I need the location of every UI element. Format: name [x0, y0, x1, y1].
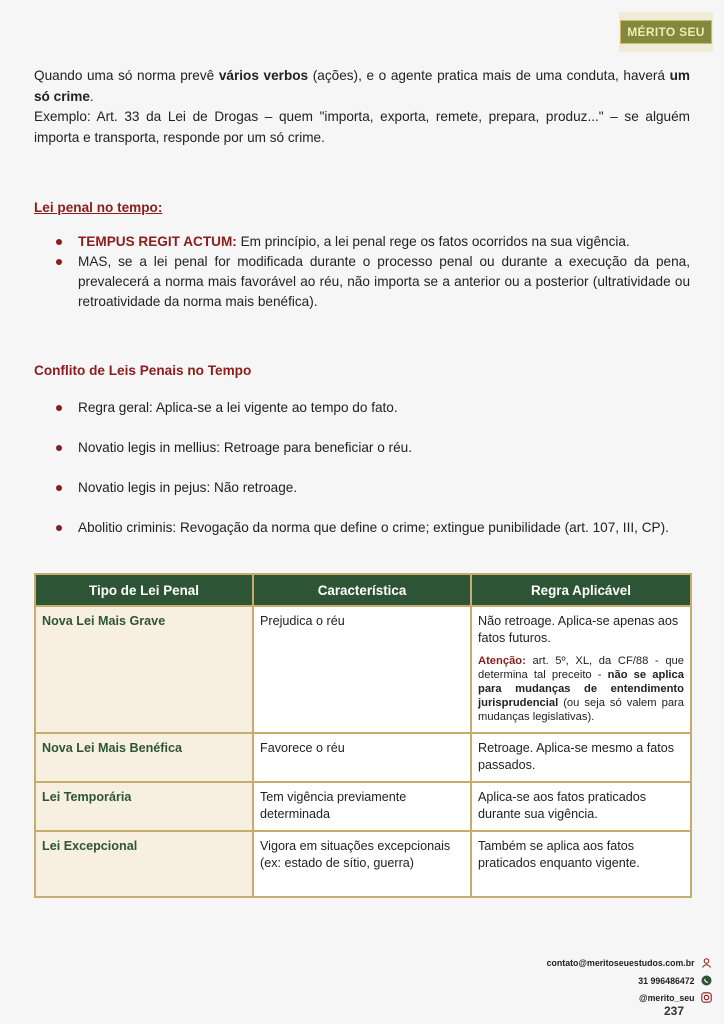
table-header-regra: Regra Aplicável	[471, 574, 691, 606]
table-row	[35, 831, 691, 897]
whatsapp-icon	[701, 975, 712, 988]
table-cell-tipo: Lei Temporária	[35, 782, 253, 831]
list-item: Novatio legis in pejus: Não retroage.	[54, 478, 690, 498]
footer-phone-text[interactable]: 31 996486472	[638, 975, 695, 986]
list-item: Abolitio criminis: Revogação da norma que define o crime; extingue punibilidade (art. 107, III, CP).	[54, 518, 690, 538]
footer-phone	[638, 975, 712, 988]
intro-bold: um só crime	[34, 68, 690, 104]
table-cell-tipo: Nova Lei Mais Grave	[35, 606, 253, 733]
section-title-lei-penal: Lei penal no tempo:	[34, 200, 163, 215]
list-item-bold: TEMPUS REGIT ACTUM:	[78, 234, 237, 249]
contact-icon	[701, 957, 712, 970]
list-item: Novatio legis in mellius: Retroage para beneficiar o réu.	[54, 438, 690, 458]
attention-bold: não se aplica para mudanças de entendimento jurisprudencial	[478, 669, 684, 709]
brand-logo	[619, 12, 713, 52]
table-row	[35, 782, 691, 831]
table-cell-caracteristica: Prejudica o réu	[253, 606, 471, 733]
attention-text: (ou seja só valem para mudanças legislativas).	[478, 697, 684, 723]
attention-label: Atenção:	[478, 655, 526, 667]
list-item: Regra geral: Aplica-se a lei vigente ao tempo do fato.	[54, 398, 690, 418]
table-header-tipo: Tipo de Lei Penal	[35, 574, 253, 606]
table-row	[35, 606, 691, 733]
section-title-conflito: Conflito de Leis Penais no Tempo	[34, 363, 252, 378]
attention-text: art. 5º, XL, da CF/88 - que determina tal preceito -	[478, 655, 684, 681]
conflito-list	[54, 398, 690, 538]
regra-text: Não retroage. Aplica-se apenas aos fatos futuros.	[478, 614, 679, 645]
intro-paragraph	[34, 66, 690, 148]
table-header-caracteristica: Característica	[253, 574, 471, 606]
list-item-text: MAS, se a lei penal for modificada durante o processo penal ou durante a execução da pena, prevalecerá a norma mais favorável ao réu, não importa se a anterior ou a posterior (ultratividade ou retroatividade da norma mais benéfica).	[78, 254, 690, 309]
intro-line	[34, 66, 690, 107]
lei-penal-list	[54, 232, 690, 312]
leis-penais-table	[34, 573, 690, 898]
intro-text: Quando uma só norma prevê	[34, 68, 219, 83]
table-row	[35, 733, 691, 782]
table-cell-tipo: Lei Excepcional	[35, 831, 253, 897]
table-cell-caracteristica: Favorece o réu	[253, 733, 471, 782]
footer-instagram-text[interactable]: @merito_seu	[639, 992, 695, 1003]
table-cell-caracteristica: Vigora em situações excepcionais (ex: estado de sítio, guerra)	[253, 831, 471, 897]
attention-note	[478, 654, 684, 724]
list-item-text: Em princípio, a lei penal rege os fatos ocorridos na sua vigência.	[236, 234, 630, 249]
intro-text: (ações), e o agente pratica mais de uma conduta, haverá	[308, 68, 670, 83]
table-cell-tipo: Nova Lei Mais Benéfica	[35, 733, 253, 782]
table-cell-regra: Aplica-se aos fatos praticados durante sua vigência.	[471, 782, 691, 831]
instagram-icon	[701, 992, 712, 1005]
table-cell-regra: Retroage. Aplica-se mesmo a fatos passados.	[471, 733, 691, 782]
list-item	[54, 252, 690, 312]
page-number: 237	[664, 1004, 685, 1018]
table-cell-caracteristica: Tem vigência previamente determinada	[253, 782, 471, 831]
brand-logo-text: MÉRITO SEU	[620, 20, 711, 44]
intro-text: .	[89, 88, 94, 104]
intro-bold: vários verbos	[218, 68, 309, 83]
table-cell-regra: Também se aplica aos fatos praticados enquanto vigente.	[471, 831, 691, 897]
table-cell-regra	[471, 606, 691, 733]
list-item	[54, 232, 690, 252]
table-header-row	[35, 574, 691, 606]
intro-example: Exemplo: Art. 33 da Lei de Drogas – quem "importa, exporta, remete, prepara, produz..." – se alguém importa e transporta, responde por um só crime.	[34, 109, 690, 145]
footer-email	[547, 957, 712, 970]
footer-email-text[interactable]: contato@meritoseuestudos.com.br	[546, 957, 695, 968]
